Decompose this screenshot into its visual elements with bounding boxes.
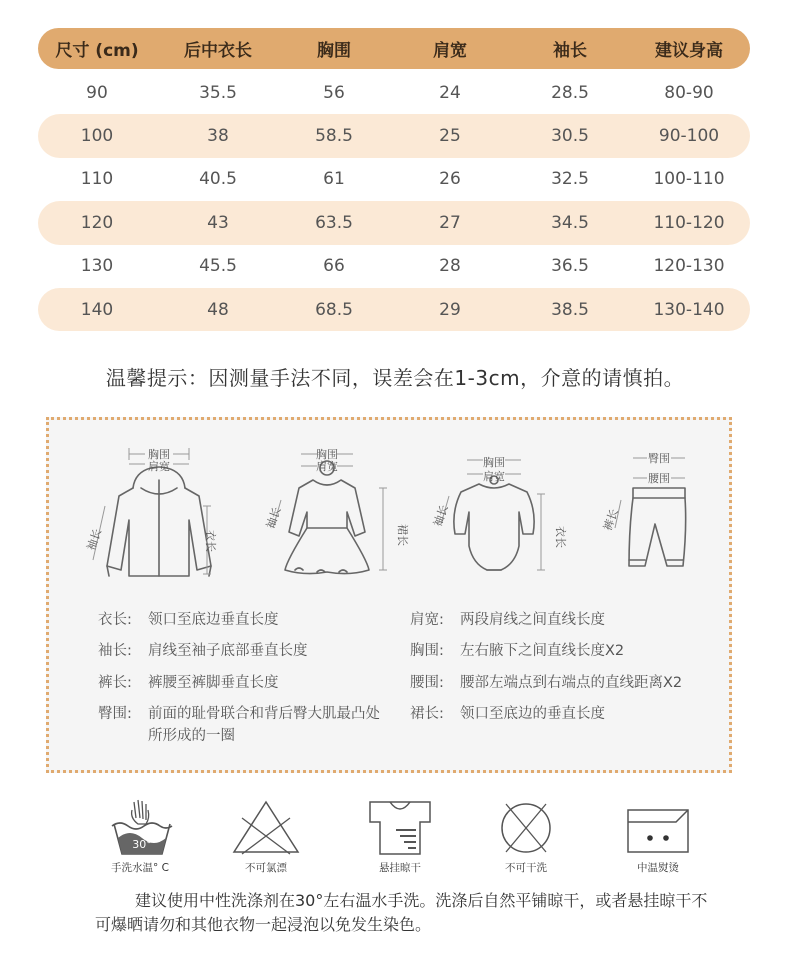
table-cell: 68.5 (315, 299, 353, 320)
definition-term: 臀围: (98, 706, 132, 722)
table-row (38, 114, 750, 157)
care-label: 悬挂晾干 (379, 862, 421, 874)
romper-shoulder-label: 肩宽 (483, 470, 505, 483)
table-cell: 38.5 (551, 299, 589, 320)
care-label: 中温熨烫 (637, 862, 679, 874)
table-cell: 80-90 (664, 82, 714, 103)
jacket-sleeve-label: 袖长 (84, 527, 105, 553)
table-cell: 24 (439, 82, 461, 103)
dress-sleeve-label: 袖长 (263, 505, 284, 531)
definition-term: 袖长: (98, 643, 132, 659)
table-cell: 29 (439, 299, 461, 320)
romper-length-label: 衣长 (554, 526, 567, 548)
table-row (38, 158, 750, 201)
table-cell: 32.5 (551, 169, 589, 190)
measurement-tip: 温馨提示：因测量手法不同，误差会在1-3cm，介意的请慎拍。 (105, 366, 685, 390)
definition-term: 裤长: (98, 675, 132, 691)
definition-term: 胸围: (410, 643, 444, 659)
measurement-guide (46, 417, 732, 773)
table-cell: 43 (207, 212, 229, 233)
pants-hip-label: 臀围 (648, 452, 670, 465)
table-cell: 45.5 (199, 256, 237, 277)
table-row (38, 201, 750, 244)
definition-list (98, 609, 738, 759)
table-row (38, 288, 750, 331)
table-cell: 66 (323, 256, 345, 277)
pants-length-label: 裤长 (601, 507, 621, 533)
definition-desc: 两段肩线之间直线长度 (460, 612, 605, 628)
table-cell: 110 (80, 169, 114, 190)
care-note: 建议使用中性洗涤剂在30°左右温水手洗。洗涤后自然平铺晾干，或者悬挂晾干不可爆晒请勿和其他衣物一起浸泡以免发生染色。 (95, 891, 708, 934)
care-medium-iron (598, 798, 718, 875)
header-cell: 袖长 (553, 41, 587, 61)
care-no-dry-clean (466, 798, 586, 875)
table-cell: 100 (80, 126, 114, 147)
definition-desc: 领口至底边的垂直长度 (460, 706, 605, 722)
definition-desc: 领口至底边垂直长度 (148, 612, 279, 628)
table-cell: 38 (207, 126, 229, 147)
table-cell: 100-110 (653, 169, 725, 190)
definition-desc: 裤腰至裤脚垂直长度 (148, 675, 279, 691)
care-hang-dry (340, 798, 460, 875)
dress-shoulder-label: 肩宽 (316, 460, 338, 473)
care-no-bleach (206, 798, 326, 875)
table-cell: 27 (439, 212, 461, 233)
table-row (38, 71, 750, 114)
care-label: 不可干洗 (505, 862, 547, 874)
romper-diagram-icon (454, 476, 534, 570)
table-cell: 130 (80, 256, 114, 277)
care-hand-wash (80, 798, 200, 875)
pants-waist-label: 腰围 (648, 472, 670, 485)
header-cell: 建议身高 (655, 41, 723, 61)
size-table (38, 28, 750, 331)
romper-chest-label: 胸围 (483, 456, 505, 469)
table-cell: 48 (207, 299, 229, 320)
definition-desc: 腰部左端点到右端点的直线距离X2 (460, 675, 683, 691)
no-bleach-icon (226, 798, 306, 856)
table-cell: 130-140 (653, 299, 725, 320)
table-cell: 90 (86, 82, 108, 103)
table-cell: 120 (80, 212, 114, 233)
table-cell: 26 (439, 169, 461, 190)
definition-term: 肩宽: (410, 612, 444, 628)
header-cell: 后中衣长 (184, 41, 252, 61)
table-cell: 63.5 (315, 212, 353, 233)
definition-term: 腰围: (410, 675, 444, 691)
dress-chest-label: 胸围 (316, 448, 338, 461)
table-cell: 25 (439, 126, 461, 147)
table-cell: 120-130 (653, 256, 725, 277)
header-cell: 尺寸 (cm) (55, 41, 139, 61)
medium-iron-icon (618, 798, 698, 856)
pants-diagram-icon (629, 488, 686, 566)
header-cell: 胸围 (317, 41, 351, 61)
table-cell: 110-120 (653, 212, 725, 233)
care-label: 手洗水温° C (111, 862, 169, 874)
definition-term: 衣长: (98, 612, 132, 628)
hang-dry-icon (360, 798, 440, 856)
table-cell: 140 (80, 299, 114, 320)
table-cell: 35.5 (199, 82, 237, 103)
romper-sleeve-label: 袖长 (431, 503, 451, 529)
table-cell: 30.5 (551, 126, 589, 147)
jacket-diagram-icon (107, 467, 211, 576)
table-cell: 58.5 (315, 126, 353, 147)
table-cell: 61 (323, 169, 345, 190)
jacket-length-label: 衣长 (204, 530, 217, 552)
table-cell: 36.5 (551, 256, 589, 277)
jacket-chest-label: 胸围 (148, 448, 170, 461)
definition-desc: 左右腋下之间直线长度X2 (460, 643, 625, 659)
no-dry-clean-icon (486, 798, 566, 856)
definition-desc: 前面的耻骨联合和背后臀大肌最凸处所形成的一圈 (148, 706, 380, 744)
header-cell: 肩宽 (433, 41, 467, 61)
garment-diagrams (49, 420, 729, 590)
definition-desc: 肩线至袖子底部垂直长度 (148, 643, 308, 659)
svg-text:30°: 30° (132, 838, 152, 851)
table-cell: 28 (439, 256, 461, 277)
table-cell: 90-100 (658, 126, 720, 147)
table-cell: 34.5 (551, 212, 589, 233)
care-label: 不可氯漂 (245, 862, 287, 874)
table-cell: 56 (323, 82, 345, 103)
hand-wash-icon (100, 798, 180, 856)
dress-skirt-label: 裙长 (396, 524, 409, 546)
jacket-shoulder-label: 肩宽 (148, 460, 170, 473)
dress-diagram-icon (285, 461, 369, 574)
table-row (38, 245, 750, 288)
table-cell: 40.5 (199, 169, 237, 190)
definition-term: 裙长: (410, 706, 444, 722)
table-header-row (38, 28, 750, 69)
table-cell: 28.5 (551, 82, 589, 103)
